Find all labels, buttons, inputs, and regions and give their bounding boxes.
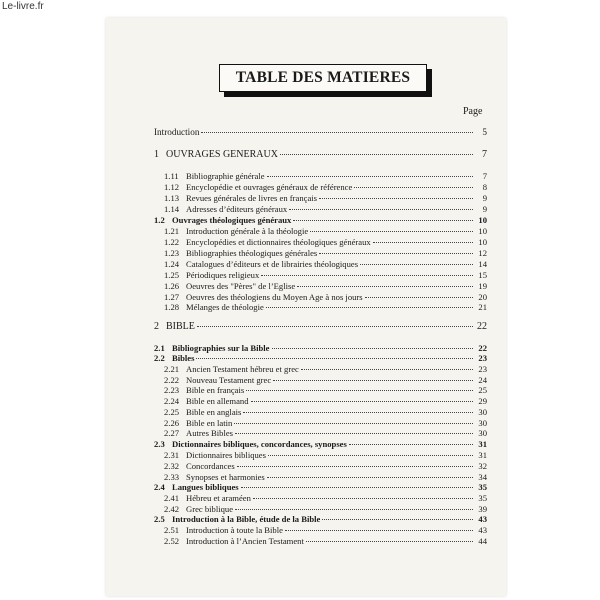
dot-leader	[365, 297, 473, 298]
toc-page-number: 7	[482, 149, 487, 160]
toc-entry	[154, 536, 487, 546]
dot-leader	[306, 541, 473, 542]
toc-label: Bible en allemand	[186, 396, 249, 406]
toc-number: 2.51	[164, 525, 180, 535]
dot-leader	[253, 498, 473, 499]
toc-entry	[154, 248, 487, 258]
toc-entry	[154, 418, 487, 428]
toc-subsection	[154, 482, 487, 492]
dot-leader	[289, 209, 473, 210]
dot-leader	[310, 231, 473, 232]
toc-page-number: 29	[478, 396, 487, 406]
toc-entry	[154, 237, 487, 247]
dot-leader	[235, 509, 473, 510]
toc-number: 1.27	[164, 292, 180, 302]
dot-leader	[234, 423, 473, 424]
toc-page-number: 10	[478, 215, 487, 225]
toc-number: 2.2	[154, 353, 165, 363]
toc-number: 1.25	[164, 270, 180, 280]
toc-page-number: 43	[478, 525, 487, 535]
toc-page-number: 9	[482, 204, 487, 214]
toc-entry	[154, 226, 487, 236]
toc-label: Nouveau Testament grec	[186, 375, 272, 385]
toc-entry	[154, 385, 487, 395]
toc-page-number: 8	[482, 182, 487, 192]
toc-page-number: 25	[478, 385, 487, 395]
toc-entry	[154, 504, 487, 514]
toc-entry	[154, 472, 487, 482]
toc-page-number: 19	[478, 281, 487, 291]
toc-entry	[154, 428, 487, 438]
toc-page-number: 14	[478, 259, 487, 269]
toc-label: Bibliographie générale	[186, 171, 265, 181]
toc-number: 2.32	[164, 461, 180, 471]
toc-number: 1.22	[164, 237, 180, 247]
toc-label: Mélanges de théologie	[186, 302, 264, 312]
toc-number: 2	[154, 321, 159, 332]
toc-label: Oeuvres des théologiens du Moyen Age à nos jours	[186, 292, 363, 302]
toc-number: 1	[154, 149, 159, 160]
toc-number: 1.24	[164, 259, 180, 269]
toc-page-number: 24	[478, 375, 487, 385]
toc-page-number: 30	[478, 407, 487, 417]
dot-leader	[349, 444, 473, 445]
toc-label: Bibliographies théologiques générales	[186, 248, 318, 258]
toc-entry	[154, 525, 487, 535]
toc-page-number: 7	[482, 171, 487, 181]
toc-label: Langues bibliques	[172, 482, 239, 492]
dot-leader	[322, 519, 473, 520]
toc-label: Concordances	[186, 461, 235, 471]
dot-leader	[251, 401, 473, 402]
toc-number: 2.24	[164, 396, 180, 406]
toc-page-number: 23	[478, 364, 487, 374]
title-box	[219, 64, 427, 92]
toc-label: Oeuvres des "Pères" de l’Eglise	[186, 281, 296, 291]
toc-number: 2.3	[154, 439, 165, 449]
toc-subsection	[154, 439, 487, 449]
toc-number: 2.1	[154, 343, 165, 353]
toc-page-number: 35	[478, 482, 487, 492]
toc-entry	[154, 127, 487, 137]
toc-entry	[154, 493, 487, 503]
dot-leader	[319, 198, 473, 199]
dot-leader	[267, 176, 473, 177]
toc-entry	[154, 302, 487, 312]
dot-leader	[268, 455, 473, 456]
dot-leader	[354, 187, 473, 188]
toc-entry	[154, 281, 487, 291]
toc-page-number: 31	[478, 450, 487, 460]
toc-page-number: 35	[478, 493, 487, 503]
toc-entry	[154, 204, 487, 214]
toc-number: 1.12	[164, 182, 180, 192]
toc-label: OUVRAGES GENERAUX	[166, 149, 278, 160]
dot-leader	[196, 358, 473, 359]
toc-label: Grec biblique	[186, 504, 234, 514]
toc-number: 2.5	[154, 514, 165, 524]
dot-leader	[267, 477, 473, 478]
toc-number: 2.21	[164, 364, 180, 374]
toc-entry	[154, 259, 487, 269]
toc-page-number: 23	[478, 353, 487, 363]
toc-entry	[154, 270, 487, 280]
dot-leader	[301, 369, 473, 370]
toc-page-number: 10	[478, 237, 487, 247]
toc-number: 2.41	[164, 493, 180, 503]
dot-leader	[235, 433, 473, 434]
toc-page-number: 15	[478, 270, 487, 280]
toc-number: 2.52	[164, 536, 180, 546]
toc-page-number: 30	[478, 418, 487, 428]
watermark: Le-livre.fr	[2, 1, 44, 12]
toc-entry	[154, 375, 487, 385]
dot-leader	[319, 253, 473, 254]
toc-label: Bibles	[172, 353, 195, 363]
toc-label: Catalogues d’éditeurs et de librairies théologiques	[186, 259, 359, 269]
page-title: TABLE DES MATIERES	[235, 69, 411, 86]
toc-number: 1.26	[164, 281, 180, 291]
toc-page-number: 31	[478, 439, 487, 449]
toc-number: 1.11	[164, 171, 179, 181]
dot-leader	[246, 390, 473, 391]
toc-page-number: 21	[478, 302, 487, 312]
toc-number: 2.26	[164, 418, 180, 428]
toc-number: 1.2	[154, 215, 165, 225]
toc-label: Bible en latin	[186, 418, 233, 428]
toc-label: Encyclopédies et dictionnaires théologiques généraux	[186, 237, 371, 247]
toc-label: Introduction à l’Ancien Testament	[186, 536, 304, 546]
toc-label: Introduction générale à la théologie	[186, 226, 309, 236]
toc-label: Introduction à la Bible, étude de la Bible	[172, 514, 321, 524]
toc-number: 1.23	[164, 248, 180, 258]
toc-page-number: 30	[478, 428, 487, 438]
toc-subsection	[154, 353, 487, 363]
dot-leader	[201, 132, 473, 133]
toc-entry	[154, 396, 487, 406]
toc-page-number: 34	[478, 472, 487, 482]
dot-leader	[261, 275, 473, 276]
toc-subsection	[154, 514, 487, 524]
toc-entry	[154, 171, 487, 181]
toc-label: Bibliographies sur la Bible	[172, 343, 270, 353]
toc-page-number: 44	[478, 536, 487, 546]
dot-leader	[373, 242, 473, 243]
toc-entry	[154, 182, 487, 192]
dot-leader	[272, 348, 474, 349]
dot-leader	[197, 326, 473, 327]
toc-number: 2.22	[164, 375, 180, 385]
toc-number: 2.25	[164, 407, 180, 417]
toc-section	[154, 322, 487, 332]
toc-subsection	[154, 215, 487, 225]
toc-page-number: 5	[482, 127, 487, 137]
toc-label: Encyclopédie et ouvrages généraux de référence	[186, 182, 353, 192]
dot-leader	[273, 380, 473, 381]
toc-page-number: 22	[478, 343, 487, 353]
toc-label: Revues générales de livres en français	[186, 193, 317, 203]
toc-label: Bible en français	[186, 385, 245, 395]
dot-leader	[237, 466, 473, 467]
toc-label: Ouvrages théologiques généraux	[172, 215, 292, 225]
toc-page-number: 32	[478, 461, 487, 471]
dot-leader	[243, 412, 473, 413]
toc-label: Dictionnaires bibliques	[186, 450, 266, 460]
toc-label: Hébreu et araméen	[186, 493, 251, 503]
toc-page-number: 20	[478, 292, 487, 302]
dot-leader	[241, 487, 473, 488]
dot-leader	[293, 220, 473, 221]
toc-entry	[154, 450, 487, 460]
toc-entry	[154, 292, 487, 302]
toc-entry	[154, 364, 487, 374]
toc-subsection	[154, 343, 487, 353]
toc-entry	[154, 193, 487, 203]
dot-leader	[297, 286, 473, 287]
toc-number: 2.27	[164, 428, 180, 438]
toc-label: Dictionnaires bibliques, concordances, synopses	[172, 439, 347, 449]
toc-label: Introduction	[154, 127, 200, 137]
toc-entry	[154, 461, 487, 471]
toc-number: 2.4	[154, 482, 165, 492]
toc-number: 2.23	[164, 385, 180, 395]
dot-leader	[285, 530, 473, 531]
toc-label: Introduction à toute la Bible	[186, 525, 283, 535]
toc-label: Adresses d’éditeurs généraux	[186, 204, 288, 214]
toc-page-number: 12	[478, 248, 487, 258]
dot-leader	[360, 264, 473, 265]
toc-label: Bible en anglais	[186, 407, 242, 417]
toc-label: Autres Bibles	[186, 428, 234, 438]
toc-entry	[154, 407, 487, 417]
toc-label: Ancien Testament hébreu et grec	[186, 364, 299, 374]
toc-number: 2.33	[164, 472, 180, 482]
toc-number: 1.21	[164, 226, 180, 236]
page-column-header: Page	[463, 106, 483, 117]
dot-leader	[280, 154, 473, 155]
toc-page-number: 9	[482, 193, 487, 203]
toc-label: Périodiques religieux	[186, 270, 260, 280]
toc-page-number: 43	[478, 514, 487, 524]
toc-number: 1.13	[164, 193, 180, 203]
toc-number: 1.14	[164, 204, 180, 214]
toc-page-number: 10	[478, 226, 487, 236]
toc-page-number: 39	[478, 504, 487, 514]
toc-label: BIBLE	[166, 321, 195, 332]
dot-leader	[266, 307, 473, 308]
toc-number: 2.31	[164, 450, 180, 460]
toc-number: 2.42	[164, 504, 180, 514]
toc-page-number: 22	[477, 321, 487, 332]
toc-section	[154, 150, 487, 160]
toc-number: 1.28	[164, 302, 180, 312]
toc-label: Synopses et harmonies	[186, 472, 265, 482]
